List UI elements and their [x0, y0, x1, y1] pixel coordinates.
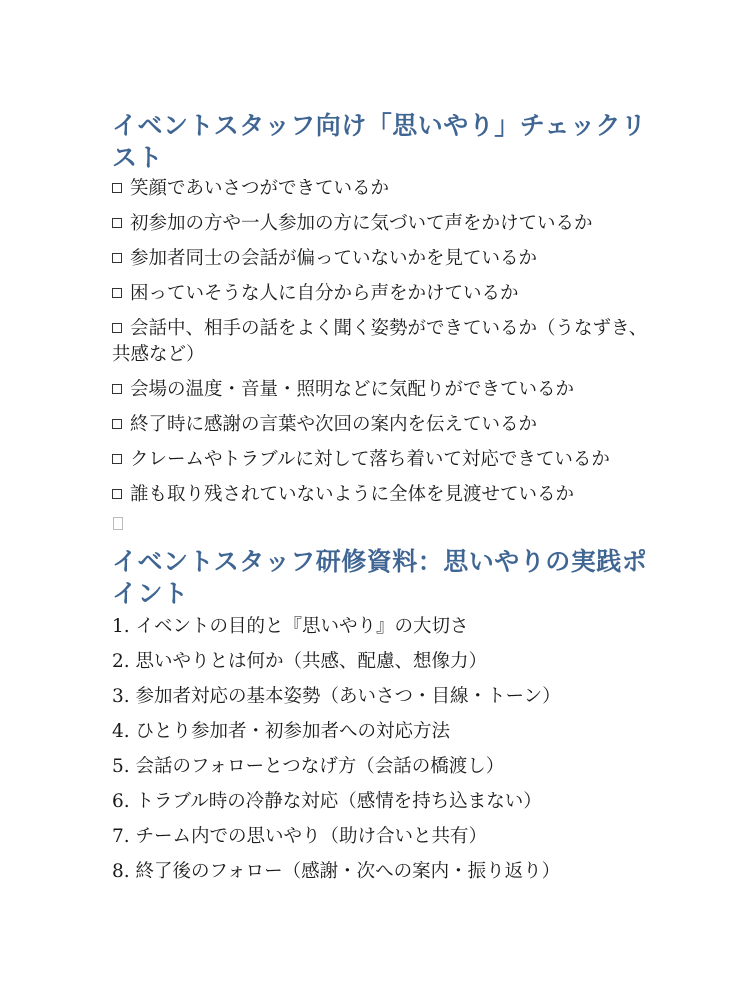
checkbox-icon — [112, 489, 122, 499]
training-title: イベントスタッフ研修資料：思いやりの実践ポイント — [112, 547, 648, 608]
checkbox-icon — [112, 384, 122, 394]
checkbox-icon — [112, 183, 122, 193]
checklist-item — [112, 447, 652, 473]
checkbox-icon — [112, 253, 122, 263]
checklist-item-text: クレームやトラブルに対して落ち着いて対応できているか — [130, 449, 610, 470]
checkbox-icon — [112, 218, 122, 228]
training-point: 2. 思いやりとは何か（共感、配慮、想像力） — [112, 651, 488, 672]
checklist-item — [112, 246, 652, 272]
checkbox-icon — [112, 288, 122, 298]
checklist-item-text: 会場の温度・音量・照明などに気配りができているか — [130, 379, 575, 400]
training-points-list — [112, 614, 652, 885]
checklist — [112, 176, 652, 508]
checkbox-icon — [112, 419, 122, 429]
checklist-item-text: 参加者同士の会話が偏っていないかを見ているか — [130, 248, 538, 269]
training-point: 3. 参加者対応の基本姿勢（あいさつ・目線・トーン） — [112, 686, 561, 707]
document-page — [112, 110, 652, 894]
checklist-item-text: 終了時に感謝の言葉や次回の案内を伝えているか — [130, 414, 538, 435]
checklist-item-text: 初参加の方や一人参加の方に気づいて声をかけているか — [130, 213, 593, 234]
checklist-item — [112, 211, 652, 237]
checklist-item — [112, 316, 652, 368]
checkbox-icon — [112, 454, 122, 464]
checklist-item — [112, 377, 652, 403]
checklist-item-text: 笑顔であいさつができているか — [130, 178, 390, 199]
training-point: 1. イベントの目的と『思いやり』の大切さ — [112, 616, 469, 637]
training-point: 4. ひとり参加者・初参加者への対応方法 — [112, 721, 451, 742]
empty-checkbox-icon — [113, 517, 123, 530]
checklist-item-text: 会話中、相手の話をよく聞く姿勢ができているか（うなずき、共感など） — [112, 318, 648, 365]
checklist-item — [112, 482, 652, 508]
training-point: 6. トラブル時の冷静な対応（感情を持ち込まない） — [112, 791, 542, 812]
checklist-item-text: 困っていそうな人に自分から声をかけているか — [130, 283, 519, 304]
checkbox-icon — [112, 323, 122, 333]
checklist-item — [112, 412, 652, 438]
checklist-title: イベントスタッフ向け「思いやり」チェックリスト — [112, 111, 647, 172]
training-point: 7. チーム内での思いやり（助け合いと共有） — [112, 826, 488, 847]
training-point: 5. 会話のフォローとつなげ方（会話の橋渡し） — [112, 756, 505, 777]
checklist-item — [112, 176, 652, 202]
checklist-item — [112, 281, 652, 307]
training-point: 8. 終了後のフォロー（感謝・次への案内・振り返り） — [112, 861, 561, 882]
checklist-item-text: 誰も取り残されていないように全体を見渡せているか — [130, 484, 575, 505]
